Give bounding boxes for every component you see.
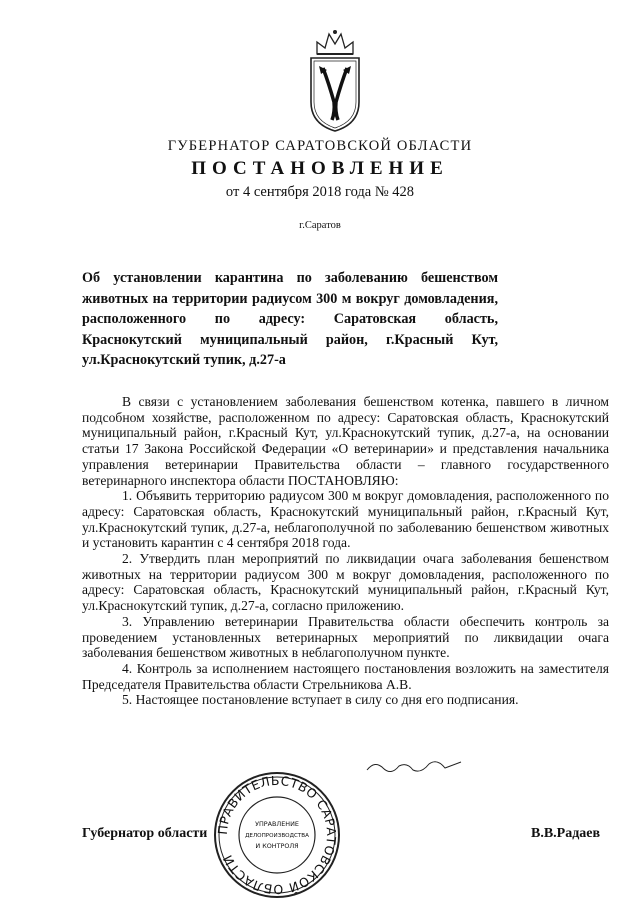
decree-body (82, 394, 609, 708)
item-1: 1. Объявить территорию радиусом 300 м вокруг домовладения, расположенного по адресу: Саратовская область, Краснокутский муниципальный район, г.Красный Кут, ул.Краснокутский тупик, д.27-а, неблагополучной по заболеванию бешенством животных и установить карантин с 4 сентября 2018 года. (82, 488, 609, 551)
stamp-ring-text: ПРАВИТЕЛЬСТВО САРАТОВСКОЙ ОБЛАСТИ (214, 772, 340, 898)
handwritten-signature (365, 756, 475, 776)
coat-of-arms-icon (305, 24, 365, 134)
item-2: 2. Утвердить план мероприятий по ликвидации очага заболевания бешенством животных на территории радиусом 300 м вокруг домовладения, расположенного по адресу: Саратовская область, Краснокутский муниципальный район, г.Красный Кут, ул.Краснокутский тупик, д.27-а, согласно приложению. (82, 551, 609, 614)
date-number: от 4 сентября 2018 года № 428 (225, 184, 415, 200)
signatory-position: Губернатор области (82, 826, 208, 841)
authority-heading: ГУБЕРНАТОР САРАТОВСКОЙ ОБЛАСТИ (167, 138, 473, 154)
preamble: В связи с установлением заболевания бешенством котенка, павшего в личном подсобном хозяйстве, расположенном по адресу: Саратовская область, Краснокутский муниципальный район, г.Красный Кут, ул.Краснокутский тупик, д.27-а, на основании статьи 17 Закона Российской Федерации «О ветеринарии» и представления начальника управления ветеринарии Правительства области – главного государственного ветеринарного инспектора области ПОСТАНОВЛЯЮ: (82, 394, 609, 488)
document-type: ПОСТАНОВЛЕНИЕ (191, 158, 449, 179)
item-5: 5. Настоящее постановление вступает в силу со дня его подписания. (122, 692, 519, 708)
official-stamp (212, 770, 342, 900)
city: г.Саратов (299, 220, 341, 231)
signatory-name: В.В.Радаев (531, 826, 601, 841)
decree-title: Об установлении карантина по заболеванию бешенством животных на территории радиусом 300 м вокруг домовладения, расположенного по адресу: Саратовская область, Краснокутский муниципальный район, г.Красный Кут, ул.Краснокутский тупик, д.27-а (82, 270, 498, 368)
item-4: 4. Контроль за исполнением настоящего постановления возложить на заместителя Председателя Правительства области Стрельникова А.В. (82, 660, 609, 692)
item-3: 3. Управлению ветеринарии Правительства области обеспечить контроль за проведением установленных ветеринарных мероприятий по ликвидации очага заболевания бешенством животных в неблагополучном пункте. (82, 613, 609, 661)
stamp-line-2: ДЕЛОПРОИЗВОДСТВА (245, 833, 309, 839)
stamp-line-3: И КОНТРОЛЯ (255, 842, 299, 850)
stamp-line-1: УПРАВЛЕНИЕ (255, 820, 299, 828)
